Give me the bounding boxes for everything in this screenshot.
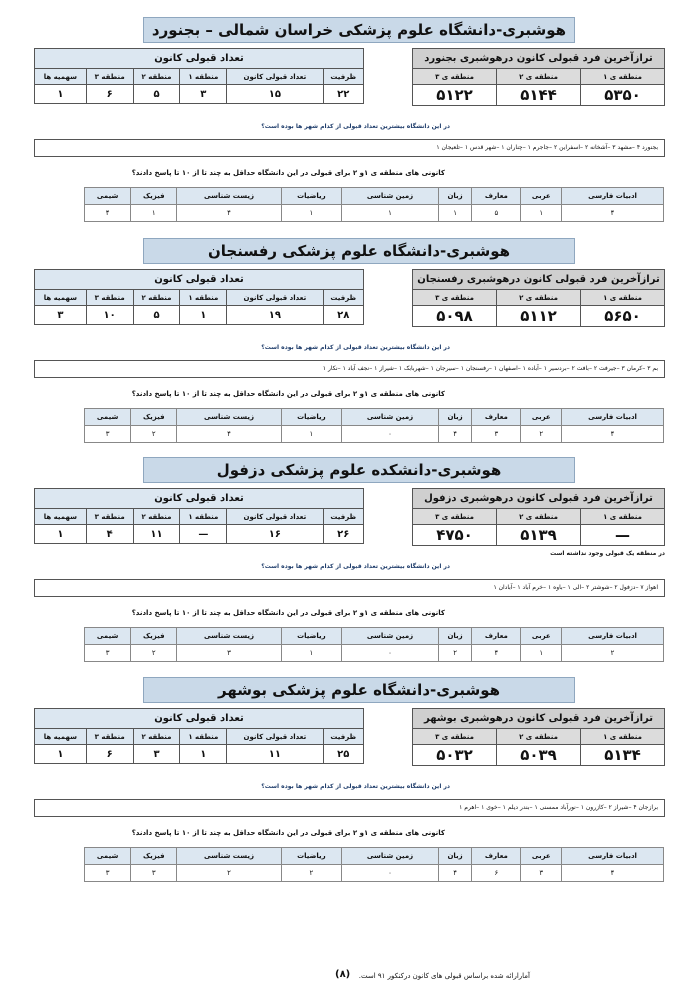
- subject-header: ادبیات فارسی: [562, 628, 664, 645]
- acceptance-value: ۲۸: [323, 306, 363, 325]
- acceptance-header: تعداد قبولی کانون: [227, 69, 323, 85]
- subject-value: ۳: [131, 865, 177, 882]
- subject-header: زیست شناسی: [177, 848, 281, 865]
- section-title: هوشبری-دانشگاه علوم پزشکی رفسنجان: [143, 238, 575, 264]
- subject-header: معارف: [472, 848, 521, 865]
- subject-header: شیمی: [85, 848, 131, 865]
- subject-header: زیست شناسی: [177, 188, 281, 205]
- score-header: منطقه ی ۲: [497, 729, 581, 745]
- acceptance-value: ۴: [86, 525, 133, 544]
- acceptance-table-caption: تعداد قبولی کانون: [35, 709, 364, 729]
- subject-header: زمین شناسی: [342, 848, 439, 865]
- acceptance-header: منطقه ۱: [180, 290, 227, 306]
- subject-header: زیست شناسی: [177, 628, 281, 645]
- subject-header: معارف: [472, 188, 521, 205]
- acceptance-header: تعداد قبولی کانون: [227, 290, 323, 306]
- acceptance-value: ۲۵: [323, 745, 363, 764]
- acceptance-value: ۱: [35, 85, 87, 104]
- acceptance-header: منطقه ۲: [133, 69, 180, 85]
- section-title: هوشبری-دانشگاه علوم پزشکی خراسان شمالی – بجنورد: [143, 17, 575, 43]
- acceptance-header: تعداد قبولی کانون: [227, 729, 323, 745]
- subject-question: کانونی های منطقه ی ۱و ۲ برای قبولی در این دانشگاه حداقل به چند تا از ۱۰ تا پاسخ دادند؟: [131, 829, 445, 837]
- acceptance-value: ۱۶: [227, 525, 323, 544]
- acceptance-count-table: [34, 269, 364, 325]
- city-question: در این دانشگاه بیشترین تعداد قبولی از کدام شهر ها بوده است؟: [261, 563, 450, 570]
- score-value: ۵۱۴۴: [497, 85, 581, 106]
- acceptance-header: ظرفیت: [323, 509, 363, 525]
- acceptance-value: ۱۹: [227, 306, 323, 325]
- score-header: منطقه ی ۳: [413, 290, 497, 306]
- score-header: منطقه ی ۳: [413, 69, 497, 85]
- acceptance-value: ۵: [133, 306, 180, 325]
- footer-note: آمارارائه شده براساس قبولی های کانون درکنکور ۹۱ است.: [358, 972, 530, 980]
- subject-value: ۲: [438, 645, 471, 662]
- subject-value: ۱: [281, 205, 342, 222]
- acceptance-value: ۱: [180, 306, 227, 325]
- score-header: منطقه ی ۳: [413, 509, 497, 525]
- subject-header: ریاضیات: [281, 628, 342, 645]
- acceptance-value: ۳: [133, 745, 180, 764]
- acceptance-count-table: [34, 708, 364, 764]
- acceptance-header: منطقه ۲: [133, 729, 180, 745]
- subject-value: ۳: [521, 865, 562, 882]
- acceptance-value: ۱۵: [227, 85, 323, 104]
- score-table-caption: ترازآخرین فرد قبولی کانون درهوشبری بجنورد: [413, 49, 665, 69]
- acceptance-header: سهمیه ها: [35, 509, 87, 525]
- subject-question: کانونی های منطقه ی ۱و ۲ برای قبولی در این دانشگاه حداقل به چند تا از ۱۰ تا پاسخ دادند؟: [131, 390, 445, 398]
- score-header: منطقه ی ۳: [413, 729, 497, 745]
- section-title: هوشبری-دانشکده علوم پزشکی دزفول: [143, 457, 575, 483]
- subject-table: [84, 408, 664, 443]
- subject-header: فیزیک: [131, 848, 177, 865]
- acceptance-header: منطقه ۱: [180, 729, 227, 745]
- score-table-caption: ترازآخرین فرد قبولی کانون درهوشبری رفسنجان: [413, 270, 665, 290]
- subject-value: ۲: [281, 865, 342, 882]
- subject-header: زمین شناسی: [342, 409, 439, 426]
- subject-header: شیمی: [85, 188, 131, 205]
- subject-value: ۳: [177, 645, 281, 662]
- acceptance-header: سهمیه ها: [35, 69, 87, 85]
- subject-header: ادبیات فارسی: [562, 848, 664, 865]
- subject-header: شیمی: [85, 628, 131, 645]
- subject-question: کانونی های منطقه ی ۱و ۲ برای قبولی در این دانشگاه حداقل به چند تا از ۱۰ تا پاسخ دادند؟: [131, 609, 445, 617]
- subject-header: فیزیک: [131, 409, 177, 426]
- subject-value: ۵: [472, 205, 521, 222]
- subject-value: ۳: [472, 426, 521, 443]
- acceptance-value: ۱: [35, 745, 87, 764]
- subject-value: ۴: [438, 865, 471, 882]
- subject-value: ۶: [472, 865, 521, 882]
- acceptance-header: منطقه ۱: [180, 509, 227, 525]
- score-table-caption: ترازآخرین فرد قبولی کانون درهوشبری دزفول: [413, 489, 665, 509]
- subject-header: زمین شناسی: [342, 628, 439, 645]
- acceptance-table-caption: تعداد قبولی کانون: [35, 49, 364, 69]
- city-list: بم ۳ –کرمان ۳ –جیرفت ۲ –بافت ۲ –بردسیر ۱ –آباده ۱ –اصفهان ۱ –رفسنجان ۱ –سیرجان ۱ –شهربابک ۱ –شیراز ۱ –نجف آباد ۱ –نکار ۱: [34, 360, 665, 378]
- acceptance-value: ۶: [86, 85, 133, 104]
- acceptance-value: ۱۱: [133, 525, 180, 544]
- subject-value: ۰: [342, 865, 439, 882]
- subject-value: ۲: [131, 645, 177, 662]
- acceptance-header: منطقه ۱: [180, 69, 227, 85]
- acceptance-header: منطقه ۲: [133, 290, 180, 306]
- score-value: —: [581, 525, 665, 546]
- score-header: منطقه ی ۱: [581, 729, 665, 745]
- city-question: در این دانشگاه بیشترین تعداد قبولی از کدام شهر ها بوده است؟: [261, 344, 450, 351]
- subject-value: ۳: [85, 426, 131, 443]
- subject-header: معارف: [472, 409, 521, 426]
- section-title: هوشبری-دانشگاه علوم پزشکی بوشهر: [143, 677, 575, 703]
- score-value: ۴۷۵۰: [413, 525, 497, 546]
- subject-value: ۴: [562, 865, 664, 882]
- subject-table: [84, 187, 664, 222]
- subject-value: ۳: [85, 645, 131, 662]
- acceptance-header: ظرفیت: [323, 729, 363, 745]
- subject-question: کانونی های منطقه ی ۱و ۲ برای قبولی در این دانشگاه حداقل به چند تا از ۱۰ تا پاسخ دادند؟: [131, 169, 445, 177]
- acceptance-value: ۲۲: [323, 85, 363, 104]
- subject-value: ۴: [438, 426, 471, 443]
- acceptance-table-caption: تعداد قبولی کانون: [35, 270, 364, 290]
- subject-value: ۲: [521, 426, 562, 443]
- score-value: ۵۱۲۲: [413, 85, 497, 106]
- score-header: منطقه ی ۱: [581, 69, 665, 85]
- subject-header: عربی: [521, 628, 562, 645]
- subject-value: ۱: [131, 205, 177, 222]
- acceptance-header: منطقه ۳: [86, 729, 133, 745]
- acceptance-value: ۱: [35, 525, 87, 544]
- acceptance-value: ۳: [35, 306, 87, 325]
- subject-value: ۴: [85, 205, 131, 222]
- score-value: ۵۶۵۰: [581, 306, 665, 327]
- subject-header: معارف: [472, 628, 521, 645]
- acceptance-header: منطقه ۳: [86, 290, 133, 306]
- acceptance-value: ۶: [86, 745, 133, 764]
- subject-value: ۲: [562, 645, 664, 662]
- subject-value: ۴: [562, 205, 664, 222]
- score-value: ۵۰۹۸: [413, 306, 497, 327]
- city-question: در این دانشگاه بیشترین تعداد قبولی از کدام شهر ها بوده است؟: [261, 123, 450, 130]
- subject-value: ۴: [472, 645, 521, 662]
- section-note: در منطقه یک قبولی وجود نداشته است: [550, 550, 665, 557]
- acceptance-value: ۱۱: [227, 745, 323, 764]
- subject-table: [84, 847, 664, 882]
- acceptance-value: ۵: [133, 85, 180, 104]
- acceptance-value: —: [180, 525, 227, 544]
- subject-header: ریاضیات: [281, 848, 342, 865]
- subject-header: زمین شناسی: [342, 188, 439, 205]
- acceptance-header: منطقه ۳: [86, 509, 133, 525]
- score-value: ۵۰۳۹: [497, 745, 581, 766]
- score-value: ۵۳۵۰: [581, 85, 665, 106]
- city-list: برازجان ۴ –شیراز ۲ –کازرون ۱ –نورآباد ممسنی ۱ –بندر دیلم ۱ –خوی ۱ –اهرم ۱: [34, 799, 665, 817]
- last-score-table: [412, 48, 665, 106]
- score-value: ۵۱۳۹: [497, 525, 581, 546]
- subject-header: ادبیات فارسی: [562, 188, 664, 205]
- subject-header: زیست شناسی: [177, 409, 281, 426]
- subject-value: ۱: [342, 205, 439, 222]
- acceptance-header: ظرفیت: [323, 69, 363, 85]
- subject-header: زبان: [438, 848, 471, 865]
- subject-header: عربی: [521, 409, 562, 426]
- score-value: ۵۰۳۲: [413, 745, 497, 766]
- acceptance-value: ۱: [180, 745, 227, 764]
- score-header: منطقه ی ۲: [497, 290, 581, 306]
- subject-header: عربی: [521, 188, 562, 205]
- page-number: (۸): [335, 969, 351, 980]
- acceptance-value: ۱۰: [86, 306, 133, 325]
- acceptance-value: ۲۶: [323, 525, 363, 544]
- acceptance-table-caption: تعداد قبولی کانون: [35, 489, 364, 509]
- subject-header: زبان: [438, 409, 471, 426]
- acceptance-header: تعداد قبولی کانون: [227, 509, 323, 525]
- score-value: ۵۱۱۲: [497, 306, 581, 327]
- acceptance-header: سهمیه ها: [35, 729, 87, 745]
- subject-value: ۰: [342, 426, 439, 443]
- last-score-table: [412, 708, 665, 766]
- subject-value: ۴: [177, 426, 281, 443]
- subject-value: ۱: [438, 205, 471, 222]
- subject-value: ۴: [177, 205, 281, 222]
- subject-header: زبان: [438, 188, 471, 205]
- subject-value: ۲: [177, 865, 281, 882]
- subject-value: ۱: [281, 426, 342, 443]
- subject-value: ۱: [281, 645, 342, 662]
- acceptance-value: ۳: [180, 85, 227, 104]
- acceptance-header: سهمیه ها: [35, 290, 87, 306]
- city-question: در این دانشگاه بیشترین تعداد قبولی از کدام شهر ها بوده است؟: [261, 783, 450, 790]
- acceptance-header: منطقه ۲: [133, 509, 180, 525]
- score-header: منطقه ی ۲: [497, 509, 581, 525]
- subject-value: ۱: [521, 645, 562, 662]
- subject-header: عربی: [521, 848, 562, 865]
- subject-header: ریاضیات: [281, 409, 342, 426]
- acceptance-header: منطقه ۳: [86, 69, 133, 85]
- score-table-caption: ترازآخرین فرد قبولی کانون درهوشبری بوشهر: [413, 709, 665, 729]
- subject-value: ۱: [521, 205, 562, 222]
- subject-value: ۳: [85, 865, 131, 882]
- subject-header: زبان: [438, 628, 471, 645]
- score-header: منطقه ی ۱: [581, 290, 665, 306]
- subject-header: فیزیک: [131, 628, 177, 645]
- acceptance-count-table: [34, 48, 364, 104]
- score-header: منطقه ی ۲: [497, 69, 581, 85]
- score-value: ۵۱۳۴: [581, 745, 665, 766]
- subject-header: فیزیک: [131, 188, 177, 205]
- subject-header: شیمی: [85, 409, 131, 426]
- acceptance-count-table: [34, 488, 364, 544]
- subject-header: ریاضیات: [281, 188, 342, 205]
- subject-value: ۴: [562, 426, 664, 443]
- subject-value: ۰: [342, 645, 439, 662]
- last-score-table: [412, 488, 665, 546]
- acceptance-header: ظرفیت: [323, 290, 363, 306]
- subject-table: [84, 627, 664, 662]
- last-score-table: [412, 269, 665, 327]
- subject-header: ادبیات فارسی: [562, 409, 664, 426]
- score-header: منطقه ی ۱: [581, 509, 665, 525]
- city-list: بجنورد ۴ –مشهد ۳ –آشخانه ۲ –اسفراین ۲ –جاجرم ۱ –چناران ۱ –شهر قدس ۱ –تلعیجان ۱: [34, 139, 665, 157]
- subject-value: ۲: [131, 426, 177, 443]
- city-list: اهواز ۷ –دزفول ۲ –شوشتر ۲ –الی ۱ –باوه ۱ –خرم آباد ۱ –آبادان ۱: [34, 579, 665, 597]
